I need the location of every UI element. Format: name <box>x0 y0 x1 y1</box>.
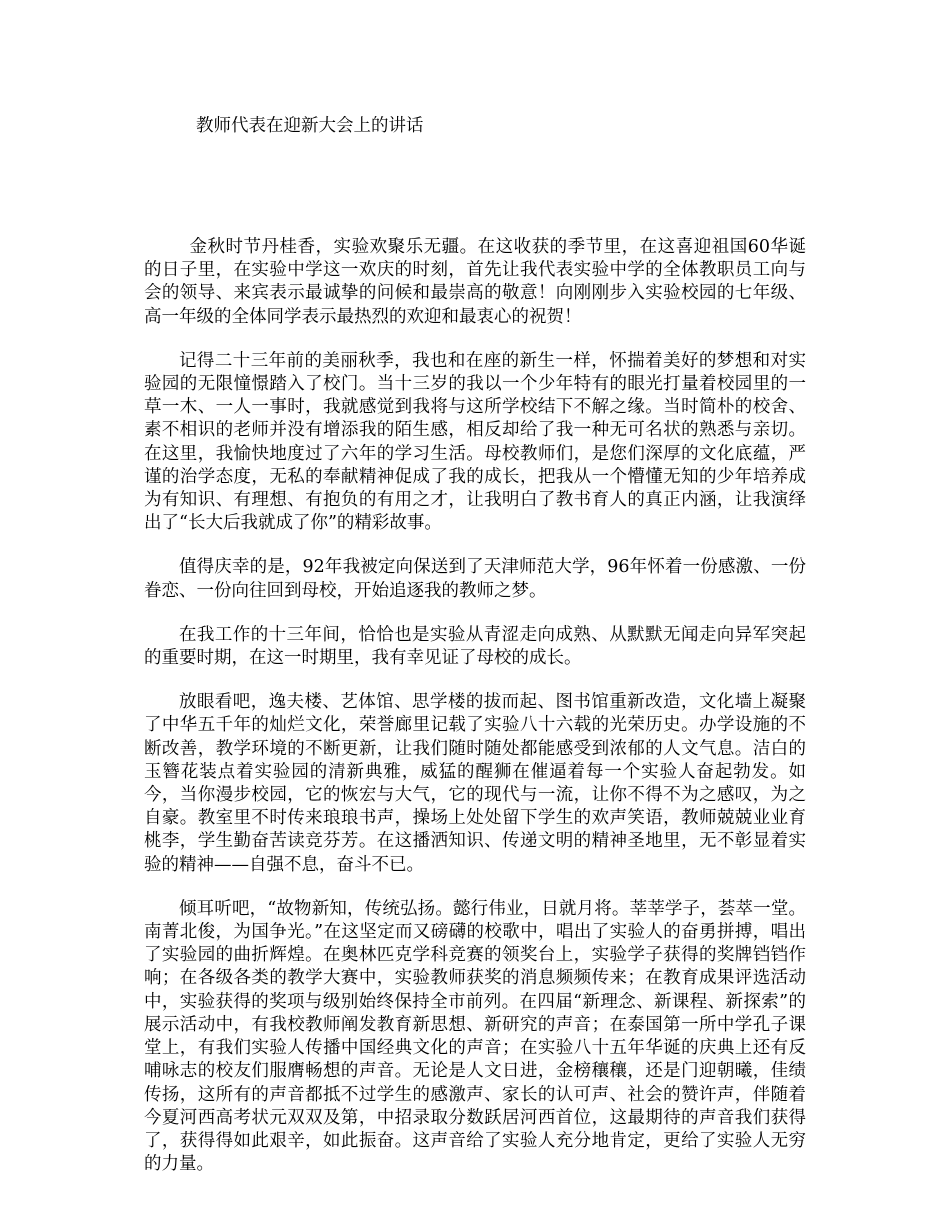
paragraph-5: 放眼看吧，逸夫楼、艺体馆、思学楼的拔而起、图书馆重新改造，文化墙上凝聚了中华五千年的灿烂文化，荣誉廊里记载了实验八十六载的光荣历史。办学设施的不断改善，教学环境的不断更新，让我们随时随处都能感受到浓郁的人文气息。洁白的玉簪花装点着实验园的清新典雅，威猛的醒狮在催逼着每一个实验人奋起勃发。如今，当你漫步校园，它的恢宏与大气，它的现代与一流，让你不得不为之感叹，为之自豪。教室里不时传来琅琅书声，操场上处处留下学生的欢声笑语，教师兢兢业业育桃李，学生勤奋苦读竞芬芳。在这播洒知识、传递文明的精神圣地里，无不彰显着实验的精神——自强不息，奋斗不已。 <box>144 692 806 875</box>
document-title: 教师代表在迎新大会上的讲话 <box>196 116 424 136</box>
paragraph-3: 值得庆幸的是，92年我被定向保送到了天津师范大学，96年怀着一份感激、一份眷恋、一份向往回到母校，开始追逐我的教师之梦。 <box>144 557 806 601</box>
paragraph-4: 在我工作的十三年间，恰恰也是实验从青涩走向成熟、从默默无闻走向异军突起的重要时期，在这一时期里，我有幸见证了母校的成长。 <box>144 624 806 669</box>
paragraph-6: 倾耳听吧，“故物新知，传统弘扬。懿行伟业，日就月将。莘莘学子，荟萃一堂。南菁北俊，为国争光。”在这坚定而又磅礴的校歌中，唱出了实验人的奋勇拼搏，唱出了实验园的曲折辉煌。在奥林匹克学科竞赛的领奖台上，实验学子获得的奖牌铛铛作响；在各级各类的教学大赛中，实验教师获奖的消息频频传来；在教育成果评选活动中，实验获得的奖项与级别始终保持全市前列。在四届“新理念、新课程、新探索”的展示活动中，有我校教师阐发教育新思想、新研究的声音；在泰国第一所中学孔子课堂上，有我们实验人传播中国经典文化的声音；在实验八十五年华诞的庆典上还有反哺咏志的校友们服膺畅想的声音。无论是人文日进，金榜穰穰，还是门迎朝曦，佳绩传扬，这所有的声音都抵不过学生的感激声、家长的认可声、社会的赞许声，伴随着今夏河西高考状元双双及第，中招录取分数跃居河西首位，这最期待的声音我们获得了，获得得如此艰辛，如此振奋。这声音给了实验人充分地肯定，更给了实验人无穷的力量。 <box>144 898 806 1175</box>
paragraph-2: 记得二十三年前的美丽秋季，我也和在座的新生一样，怀揣着美好的梦想和对实验园的无限憧憬踏入了校门。当十三岁的我以一个少年特有的眼光打量着校园里的一草一木、一人一事时，我就感觉到我将与这所学校结下不解之缘。当时简朴的校舍、素不相识的老师并没有增添我的陌生感，相反却给了我一种无可名状的熟悉与亲切。在这里，我愉快地度过了六年的学习生活。母校教师们，是您们深厚的文化底蕴，严谨的治学态度，无私的奉献精神促成了我的成长，把我从一个懵懂无知的少年培养成为有知识、有理想、有抱负的有用之才，让我明白了教书育人的真正内涵，让我演绎出了“长大后我就成了你”的精彩故事。 <box>144 350 806 534</box>
document-body <box>144 236 806 1197</box>
paragraph-1: 金秋时节丹桂香，实验欢聚乐无疆。在这收获的季节里，在这喜迎祖国60华诞的日子里，在实验中学这一欢庆的时刻，首先让我代表实验中学的全体教职员工向与会的领导、来宾表示最诚挚的问候和最崇高的敬意！向刚刚步入实验校园的七年级、高一年级的全体同学表示最热烈的欢迎和最衷心的祝贺！ <box>144 237 806 327</box>
